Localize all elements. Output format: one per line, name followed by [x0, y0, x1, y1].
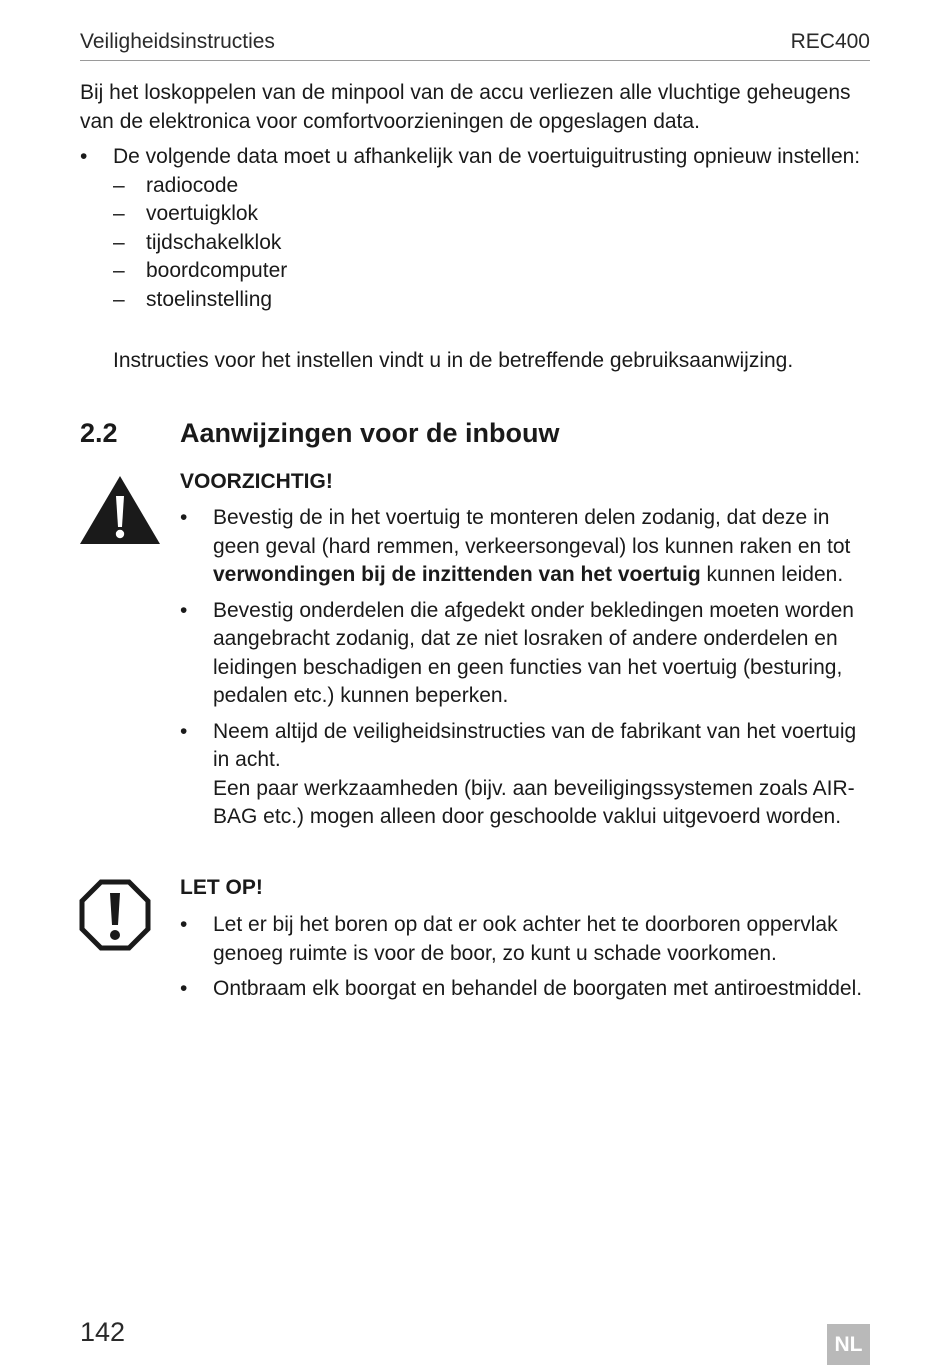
list-item-voertuigklok: – voertuigklok: [113, 200, 880, 229]
reset-data-list: [80, 143, 880, 321]
warning-triangle-icon: [79, 474, 161, 546]
caution-list: [180, 504, 875, 839]
list-item-tijdschakelklok: – tijdschakelklok: [113, 229, 880, 258]
section-title: Aanwijzingen voor de inbouw: [180, 418, 560, 448]
caution-item-1-end: kunnen leiden.: [700, 563, 844, 586]
header-section-title: Veiligheidsinstructies: [80, 30, 275, 53]
list-item: • Ontbraam elk boorgat en behandel de boorgaten met antiroestmiddel.: [180, 975, 875, 1004]
language-badge: NL: [827, 1324, 870, 1365]
notice-list: [180, 911, 875, 1011]
reset-items: [113, 172, 880, 315]
list-item: [180, 718, 875, 832]
section-number: 2.2: [80, 418, 118, 448]
caution-label: VOORZICHTIG!: [180, 470, 333, 493]
list-item-radiocode: – radiocode: [113, 172, 880, 201]
octagon-exclamation-icon: [79, 879, 151, 951]
intro-paragraph: Bij het loskoppelen van de minpool van de accu verliezen alle vluchtige geheugens van de elektronica voor comfortvoorzieningen de opgeslagen data.: [80, 81, 851, 133]
caution-item-3-note: Een paar werkzaamheden (bijv. aan beveiligingssystemen zoals AIRBAG etc.) mogen alleen door geschoolde vaklui uitgevoerd worden.: [213, 776, 855, 828]
caution-item-3-text: Neem altijd de veiligheidsinstructies van de fabrikant van het voertuig in acht.: [213, 719, 857, 771]
list-item-boordcomputer: – boordcomputer: [113, 257, 880, 286]
notice-label: LET OP!: [180, 876, 263, 899]
reset-list-intro: De volgende data moet u afhankelijk van de voertuiguitrusting opnieuw instellen:: [113, 145, 861, 168]
caution-item-2-text: Bevestig onderdelen die afgedekt onder bekledingen moeten worden aangebracht zodanig, dat ze niet losraken of andere onderdelen en leidingen beschadigen en geen functies van het voertuig (besturing, pedalen etc.) kunnen beperken.: [213, 598, 854, 707]
instructions-note: Instructies voor het instellen vindt u in de betreffende gebruiksaanwijzing.: [113, 349, 794, 372]
header-model: REC400: [790, 30, 870, 53]
list-item: • Let er bij het boren op dat er ook achter het te doorboren oppervlak genoeg ruimte is voor de boor, zo kunt u schade voorkomen.: [180, 911, 875, 968]
list-item: [80, 143, 880, 314]
list-item: [180, 597, 875, 711]
list-item-stoelinstelling: – stoelinstelling: [113, 286, 880, 315]
list-item: [180, 504, 875, 590]
page-number: 142: [80, 1317, 126, 1347]
caution-item-1-text: Bevestig de in het voertuig te monteren delen zodanig, dat deze in geen geval (hard remmen, verkeersongeval) los kunnen raken en tot: [213, 506, 851, 558]
page-header: [80, 30, 870, 61]
caution-item-1-emphasis: verwondingen bij de inzittenden van het voertuig: [213, 563, 701, 586]
